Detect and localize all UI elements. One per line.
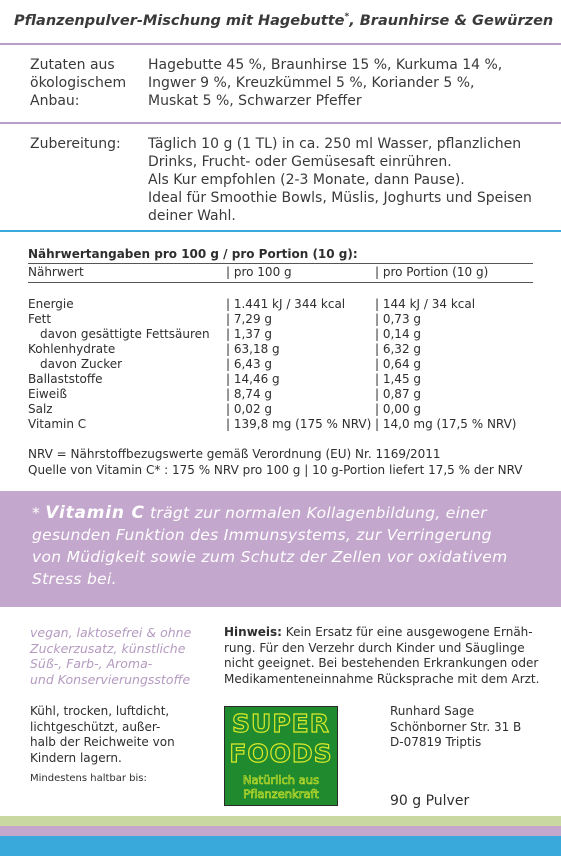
footer-stripe-blue [0,836,561,856]
divider-ingredients [0,122,561,124]
nutrient-portion: | 144 kJ / 34 kcal [375,297,476,311]
nutrient-name: davon gesättigte Fettsäuren [40,327,210,341]
nutrition-header-name: Nährwert [28,265,84,279]
nutrition-row [28,297,533,312]
nutrient-per100: | 6,43 g [226,357,273,371]
nutrient-portion: | 14,0 mg (17,5 % NRV) [375,417,517,431]
nutrient-name: Ballaststoffe [28,372,103,386]
nutrient-name: Energie [28,297,74,311]
nutrition-header-per100: | pro 100 g [226,265,292,279]
nutrient-name: Vitamin C [28,417,87,431]
product-title: Pflanzenpulver-Mischung mit Hagebutte*, Braunhirse & Gewürzen [14,12,554,29]
ingredients-label: Zutaten aus ökologischem Anbau: [30,57,127,109]
nutrient-name: Fett [28,312,52,326]
nutrition-header-row [28,264,533,281]
nutrient-portion: | 0,00 g [375,402,422,416]
divider-top [0,43,561,45]
nutrient-name: davon Zucker [40,357,123,371]
nutrition-row [28,312,533,327]
nutrient-per100: | 8,74 g [226,387,273,401]
preparation-text: Täglich 10 g (1 TL) in ca. 250 ml Wasser, pflanzlichen Drinks, Frucht- oder Gemüsesaft einrühren. Als Kur empfohlen (2-3 Monate, dann Pause). Ideal für Smoothie Bowls, Müslis, Joghurts und Speisen deiner Wahl. [148,136,532,224]
nutrition-title: Nährwertangaben pro 100 g / pro Portion (10 g): [28,247,358,261]
nutrient-per100: | 0,02 g [226,402,273,416]
footer-stripe-green [0,816,561,826]
nutrient-portion: | 1,45 g [375,372,422,386]
hint-text: Hinweis: Kein Ersatz für eine ausgewogene Ernäh- rung. Für den Verzehr durch Kinder und Säuglinge nicht geeignet. Bei bestehenden Erkrankungen oder Medikamenteneinnahme Rücksprache mit dem Arzt. [224,625,540,686]
vitamin-source-note: Quelle von Vitamin C* : 175 % NRV pro 100 g | 10 g-Portion liefert 17,5 % der NRV [28,463,523,477]
net-weight: 90 g Pulver [390,793,470,809]
nutrient-per100: | 1.441 kJ / 344 kcal [226,297,346,311]
preparation-label: Zubereitung: [30,136,121,152]
nutrient-portion: | 0,14 g [375,327,422,341]
nutrient-portion: | 0,73 g [375,312,422,326]
nutrition-row [28,402,533,417]
nutrition-rule-header [28,282,533,283]
nutrient-per100: | 139,8 mg (175 % NRV) [226,417,372,431]
nutrient-name: Eiweiß [28,387,68,401]
nutrient-portion: | 0,87 g [375,387,422,401]
nutrient-per100: | 1,37 g [226,327,273,341]
nutrient-per100: | 14,46 g [226,372,280,386]
nutrition-row [28,372,533,387]
nutrient-per100: | 7,29 g [226,312,273,326]
nutrient-portion: | 6,32 g [375,342,422,356]
nutrient-name: Salz [28,402,53,416]
health-claim-text: * Vitamin C trägt zur normalen Kollagenbildung, einer gesunden Funktion des Immunsystems, zur Verringerung von Müdigkeit sowie zum Schutz der Zellen vor oxidativem Stress bei. [32,503,508,588]
nutrient-portion: | 0,64 g [375,357,422,371]
nutrition-notes [28,446,522,478]
divider-preparation [0,230,561,232]
nutrition-row [28,417,533,432]
nutrient-name: Kohlenhydrate [28,342,116,356]
superfoods-logo: SUPER FOODS Natürlich aus Pflanzenkraft [224,706,338,806]
manufacturer-address: Runhard Sage Schönborner Str. 31 B D-07819 Triptis [390,704,522,749]
best-before-label: Mindestens haltbar bis: [30,773,147,784]
nutrition-row [28,327,533,342]
footer-stripe-purple [0,826,561,836]
nutrition-header-portion: | pro Portion (10 g) [375,265,489,279]
nutrition-row [28,342,533,357]
nutrition-row [28,387,533,402]
nutrient-per100: | 63,18 g [226,342,280,356]
nutrition-row [28,357,533,372]
ingredients-text: Hagebutte 45 %, Braunhirse 15 %, Kurkuma 14 %, Ingwer 9 %, Kreuzkümmel 5 %, Koriander 5 %, Muskat 5 %, Schwarzer Pfeffer [148,57,503,109]
nrv-note: NRV = Nährstoffbezugswerte gemäß Verordnung (EU) Nr. 1169/2011 [28,447,441,461]
storage-instructions: Kühl, trocken, luftdicht, lichtgeschützt, außer- halb der Reichweite von Kindern lagern. [30,704,175,765]
nutrition-table [28,264,533,432]
vegan-claim: vegan, laktosefrei & ohne Zuckerzusatz, künstliche Süß-, Farb-, Aroma- und Konservierungsstoffe [30,625,192,687]
